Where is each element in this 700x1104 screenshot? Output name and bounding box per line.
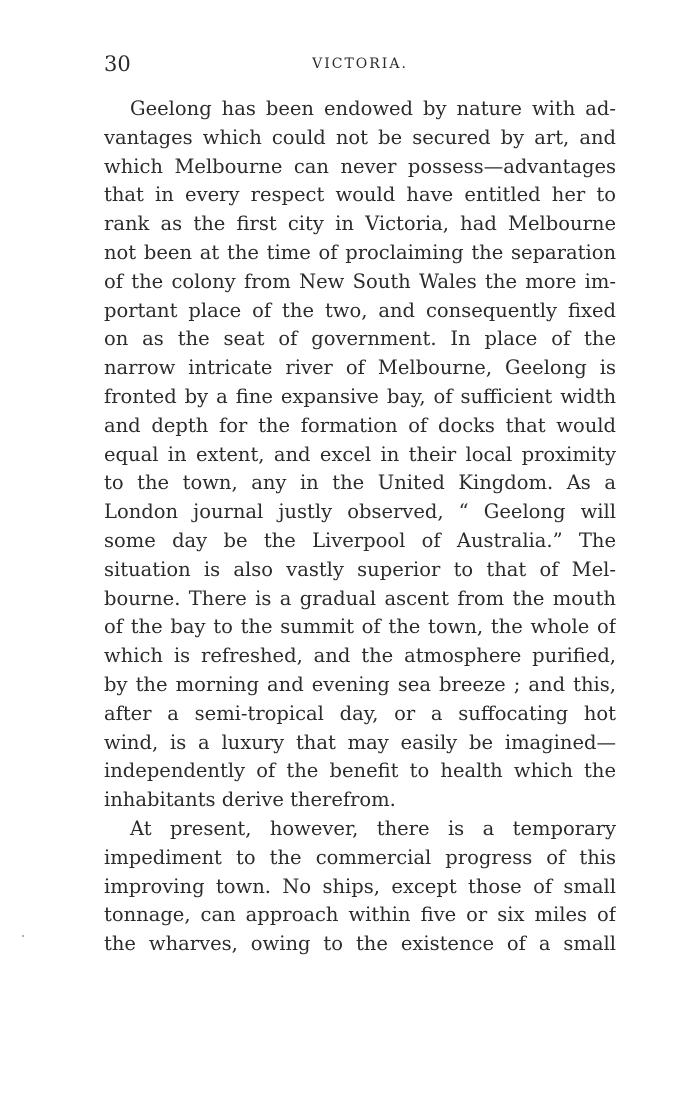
text-line: portant place of the two, and consequently fixed (104, 298, 616, 322)
text-line: tonnage, can approach within five or six miles of (104, 903, 616, 927)
text-line: which Melbourne can never possess—advantages (104, 154, 616, 178)
text-line: At present, however, there is a temporary (130, 816, 616, 840)
text-line: the wharves, owing to the existence of a small (104, 932, 616, 956)
body-text (104, 95, 616, 959)
paragraph-2 (104, 815, 616, 959)
paragraph-1 (104, 95, 616, 815)
text-line: wind, is a luxury that may easily be imagined— (104, 730, 616, 754)
text-line: narrow intricate river of Melbourne, Geelong is (104, 356, 616, 380)
text-line: which is refreshed, and the atmosphere purified, (104, 644, 616, 668)
text-line: impediment to the commercial progress of this (104, 845, 616, 869)
text-line: situation is also vastly superior to that of Mel- (104, 557, 616, 581)
text-line: bourne. There is a gradual ascent from the mouth (104, 586, 616, 610)
page-number: 30 (104, 52, 131, 76)
text-line: that in every respect would have entitled her to (104, 183, 616, 207)
running-head (104, 48, 616, 80)
text-line: of the colony from New South Wales the more im- (104, 269, 616, 293)
text-line: on as the seat of government. In place of the (104, 327, 616, 351)
text-line: London journal justly observed, “ Geelong will (104, 500, 616, 524)
text-line: improving town. No ships, except those of small (104, 874, 616, 898)
text-line: not been at the time of proclaiming the separation (104, 240, 616, 264)
text-line: independently of the benefit to health which the (104, 759, 616, 783)
text-line: fronted by a fine expansive bay, of sufficient width (104, 384, 616, 408)
text-line: inhabitants derive therefrom. (104, 788, 396, 812)
text-line: rank as the first city in Victoria, had Melbourne (104, 212, 616, 236)
text-line: to the town, any in the United Kingdom. As a (104, 471, 616, 495)
text-line: by the morning and evening sea breeze ; and this, (104, 672, 616, 696)
text-line: of the bay to the summit of the town, the whole of (104, 615, 616, 639)
running-title: VICTORIA. (312, 56, 408, 72)
text-line: equal in extent, and excel in their local proximity (104, 442, 616, 466)
text-line: vantages which could not be secured by art, and (104, 125, 616, 149)
text-line: some day be the Liverpool of Australia.” The (104, 528, 616, 552)
margin-speck (22, 935, 24, 937)
text-line: after a semi-tropical day, or a suffocating hot (104, 701, 616, 725)
text-line: Geelong has been endowed by nature with ad- (130, 97, 616, 120)
text-line: and depth for the formation of docks that would (104, 413, 616, 437)
